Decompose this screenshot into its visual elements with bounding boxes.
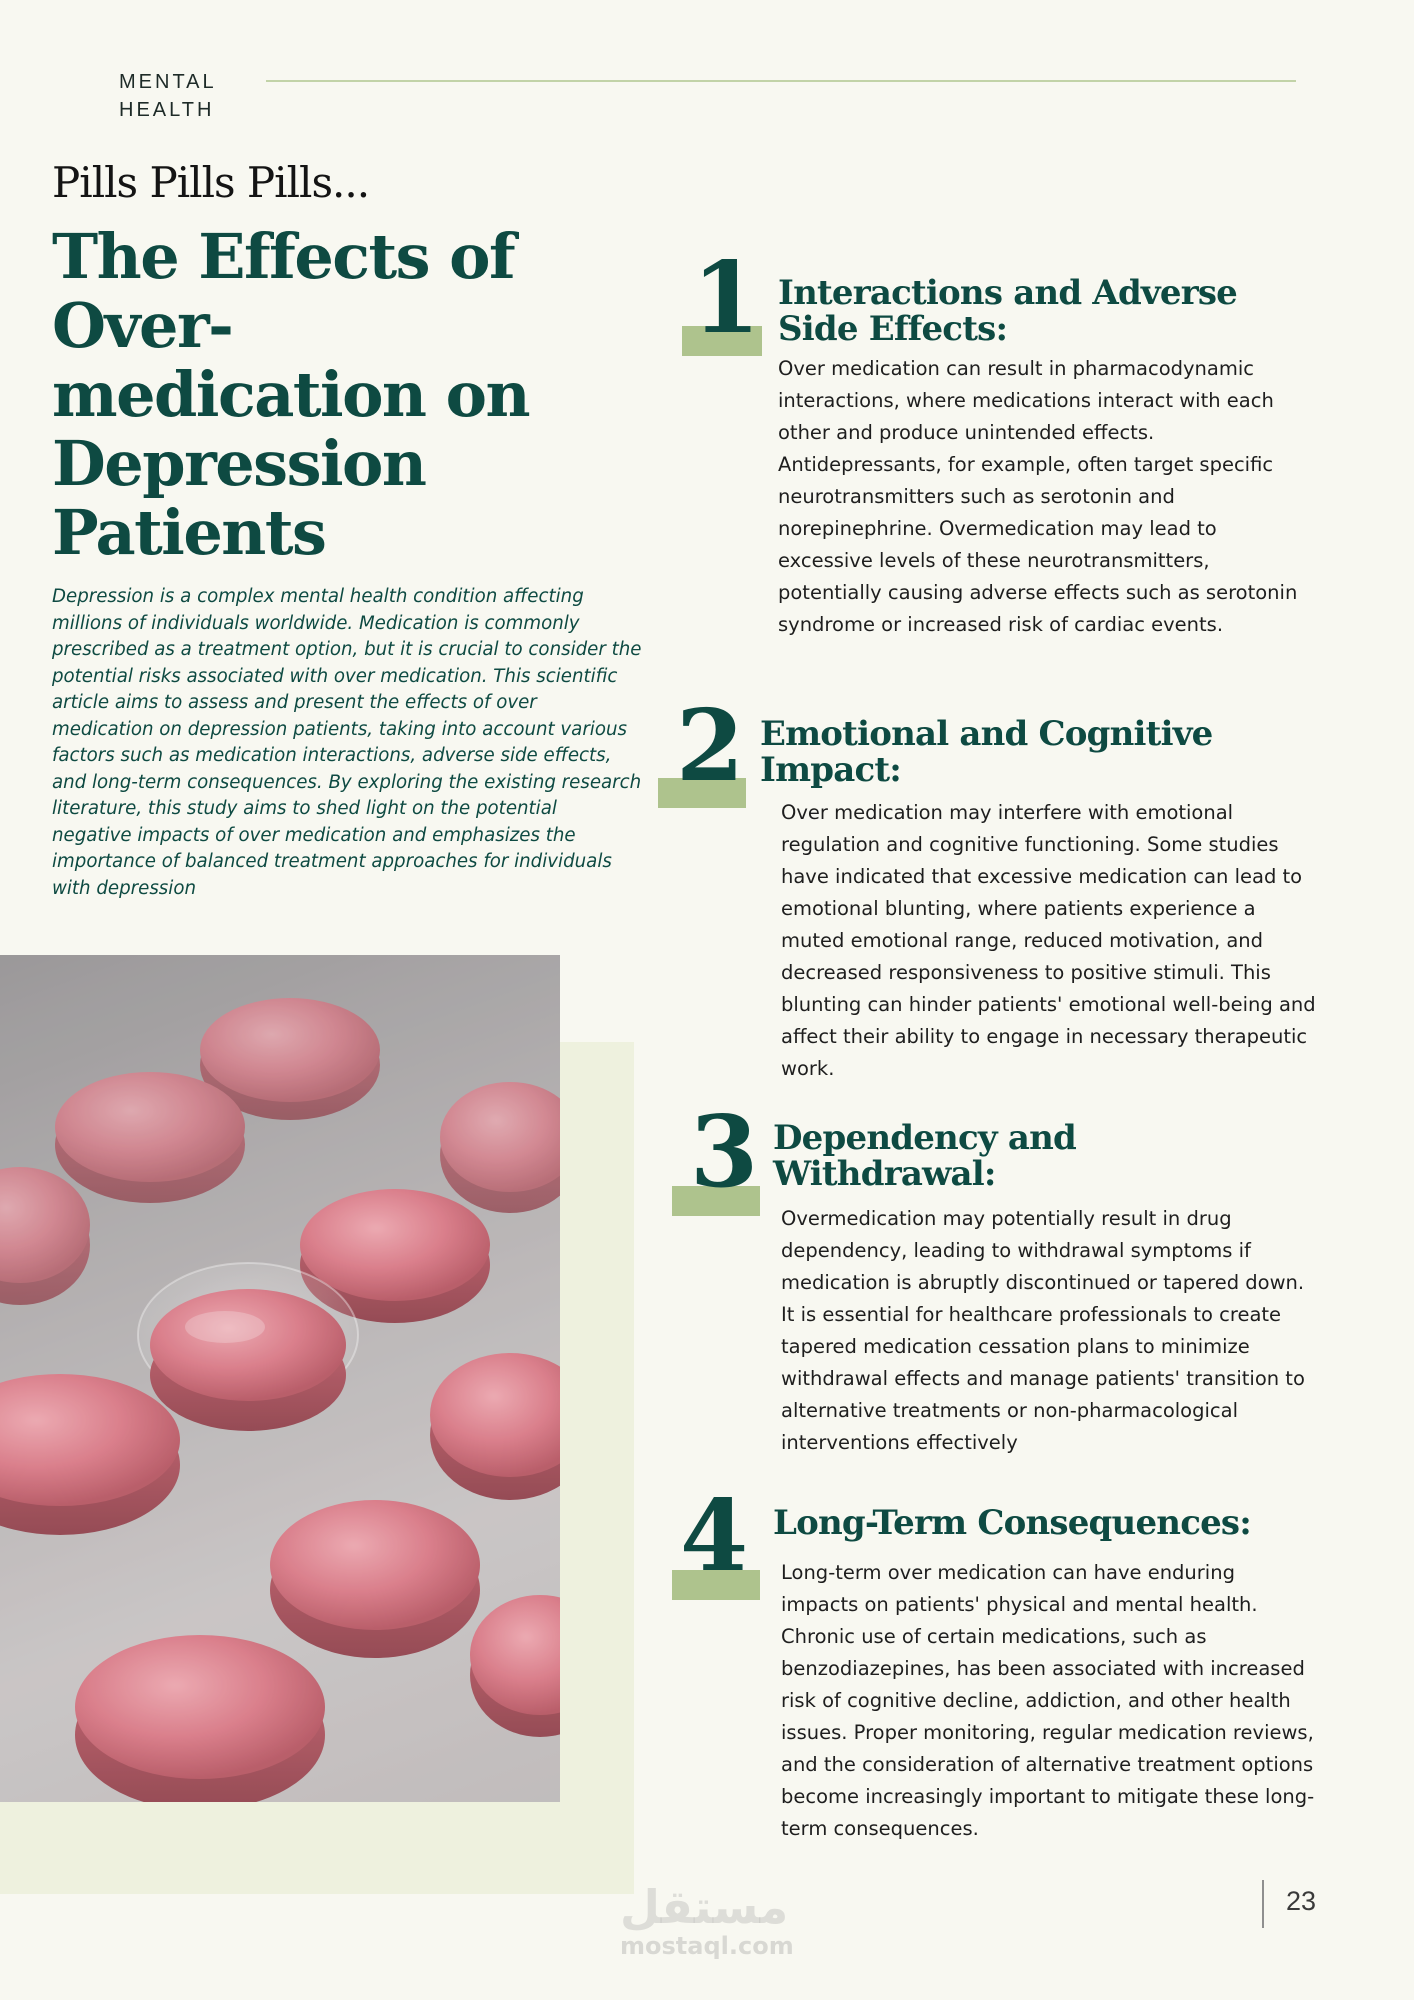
section-2-body: Over medication may interfere with emotional regulation and cognitive functioning. Some studies have indicated that excessive medication can lead to emotional blunting, where patients experience a muted emotional range, reduced motivation, and decreased responsiveness to positive stimuli. This blunting can hinder patients' emotional well-being and affect their ability to engage in necessary therapeutic work.	[781, 801, 1316, 1080]
title-line-4: Depression	[52, 427, 426, 500]
section-4-title: Long-Term Consequences:	[773, 1503, 1252, 1543]
footer-divider	[1262, 1880, 1264, 1928]
section-3-body: Overmedication may potentially result in drug dependency, leading to withdrawal symptoms if medication is abruptly discontinued or tapered down. It is essential for healthcare professionals to create tapered medication cessation plans to minimize withdrawal effects and manage patients' transition to alternative treatments or non-pharmacological interventions effectively	[781, 1207, 1305, 1454]
section-2-title: Emotional and Cognitive Impact:	[760, 714, 1213, 790]
title-line-2: Over-	[52, 289, 233, 362]
title-line-5: Patients	[52, 496, 326, 569]
article-kicker: Pills Pills Pills...	[52, 158, 370, 207]
header-divider	[266, 80, 1296, 82]
watermark-logo-arabic: مستقل	[620, 1880, 789, 1934]
pills-illustration	[0, 955, 560, 1802]
title-line-1: The Effects of	[52, 220, 515, 293]
section-1-title: Interactions and Adverse Side Effects:	[778, 273, 1237, 349]
section-3-title: Dependency and Withdrawal:	[773, 1118, 1076, 1194]
title-line-3: medication on	[52, 358, 530, 431]
section-3-number: 3	[690, 1095, 759, 1210]
section-1-body: Over medication can result in pharmacodynamic interactions, where medications interact with each other and produce unintended effects. Antidepressants, for example, often target specific neurotransmitters such as serotonin and norepinephrine. Overmedication may lead to excessive levels of these neurotransmitters, potentially causing adverse effects such as serotonin syndrome or increased risk of cardiac events.	[778, 357, 1298, 636]
section-4-body: Long-term over medication can have enduring impacts on patients' physical and mental health. Chronic use of certain medications, such as benzodiazepines, has been associated with increased risk of cognitive decline, addiction, and other health issues. Proper monitoring, regular medication reviews, and the consideration of alternative treatment options become increasingly important to mitigate these long-term consequences.	[781, 1561, 1315, 1840]
section-1-number: 1	[692, 241, 761, 356]
section-label-line2: HEALTH	[119, 99, 215, 121]
section-label-line1: MENTAL	[119, 71, 217, 93]
watermark-logo-text: mostaql.com	[620, 1932, 794, 1960]
article-title	[52, 222, 612, 567]
page-number: 23	[1286, 1886, 1317, 1916]
pink-pills-photo	[0, 955, 560, 1802]
section-4-number: 4	[680, 1479, 749, 1594]
section-label	[119, 68, 217, 124]
section-2-number: 2	[676, 689, 745, 804]
intro-paragraph: Depression is a complex mental health condition affecting millions of individuals worldwide. Medication is commonly prescribed as a treatment option, but it is crucial to consider the potential risks associated with over medication. This scientific article aims to assess and present the effects of over medication on depression patients, taking into account various factors such as medication interactions, adverse side effects, and long-term consequences. By exploring the existing research literature, this study aims to shed light on the potential negative impacts of over medication and emphasizes the importance of balanced treatment approaches for individuals with depression	[52, 586, 642, 899]
